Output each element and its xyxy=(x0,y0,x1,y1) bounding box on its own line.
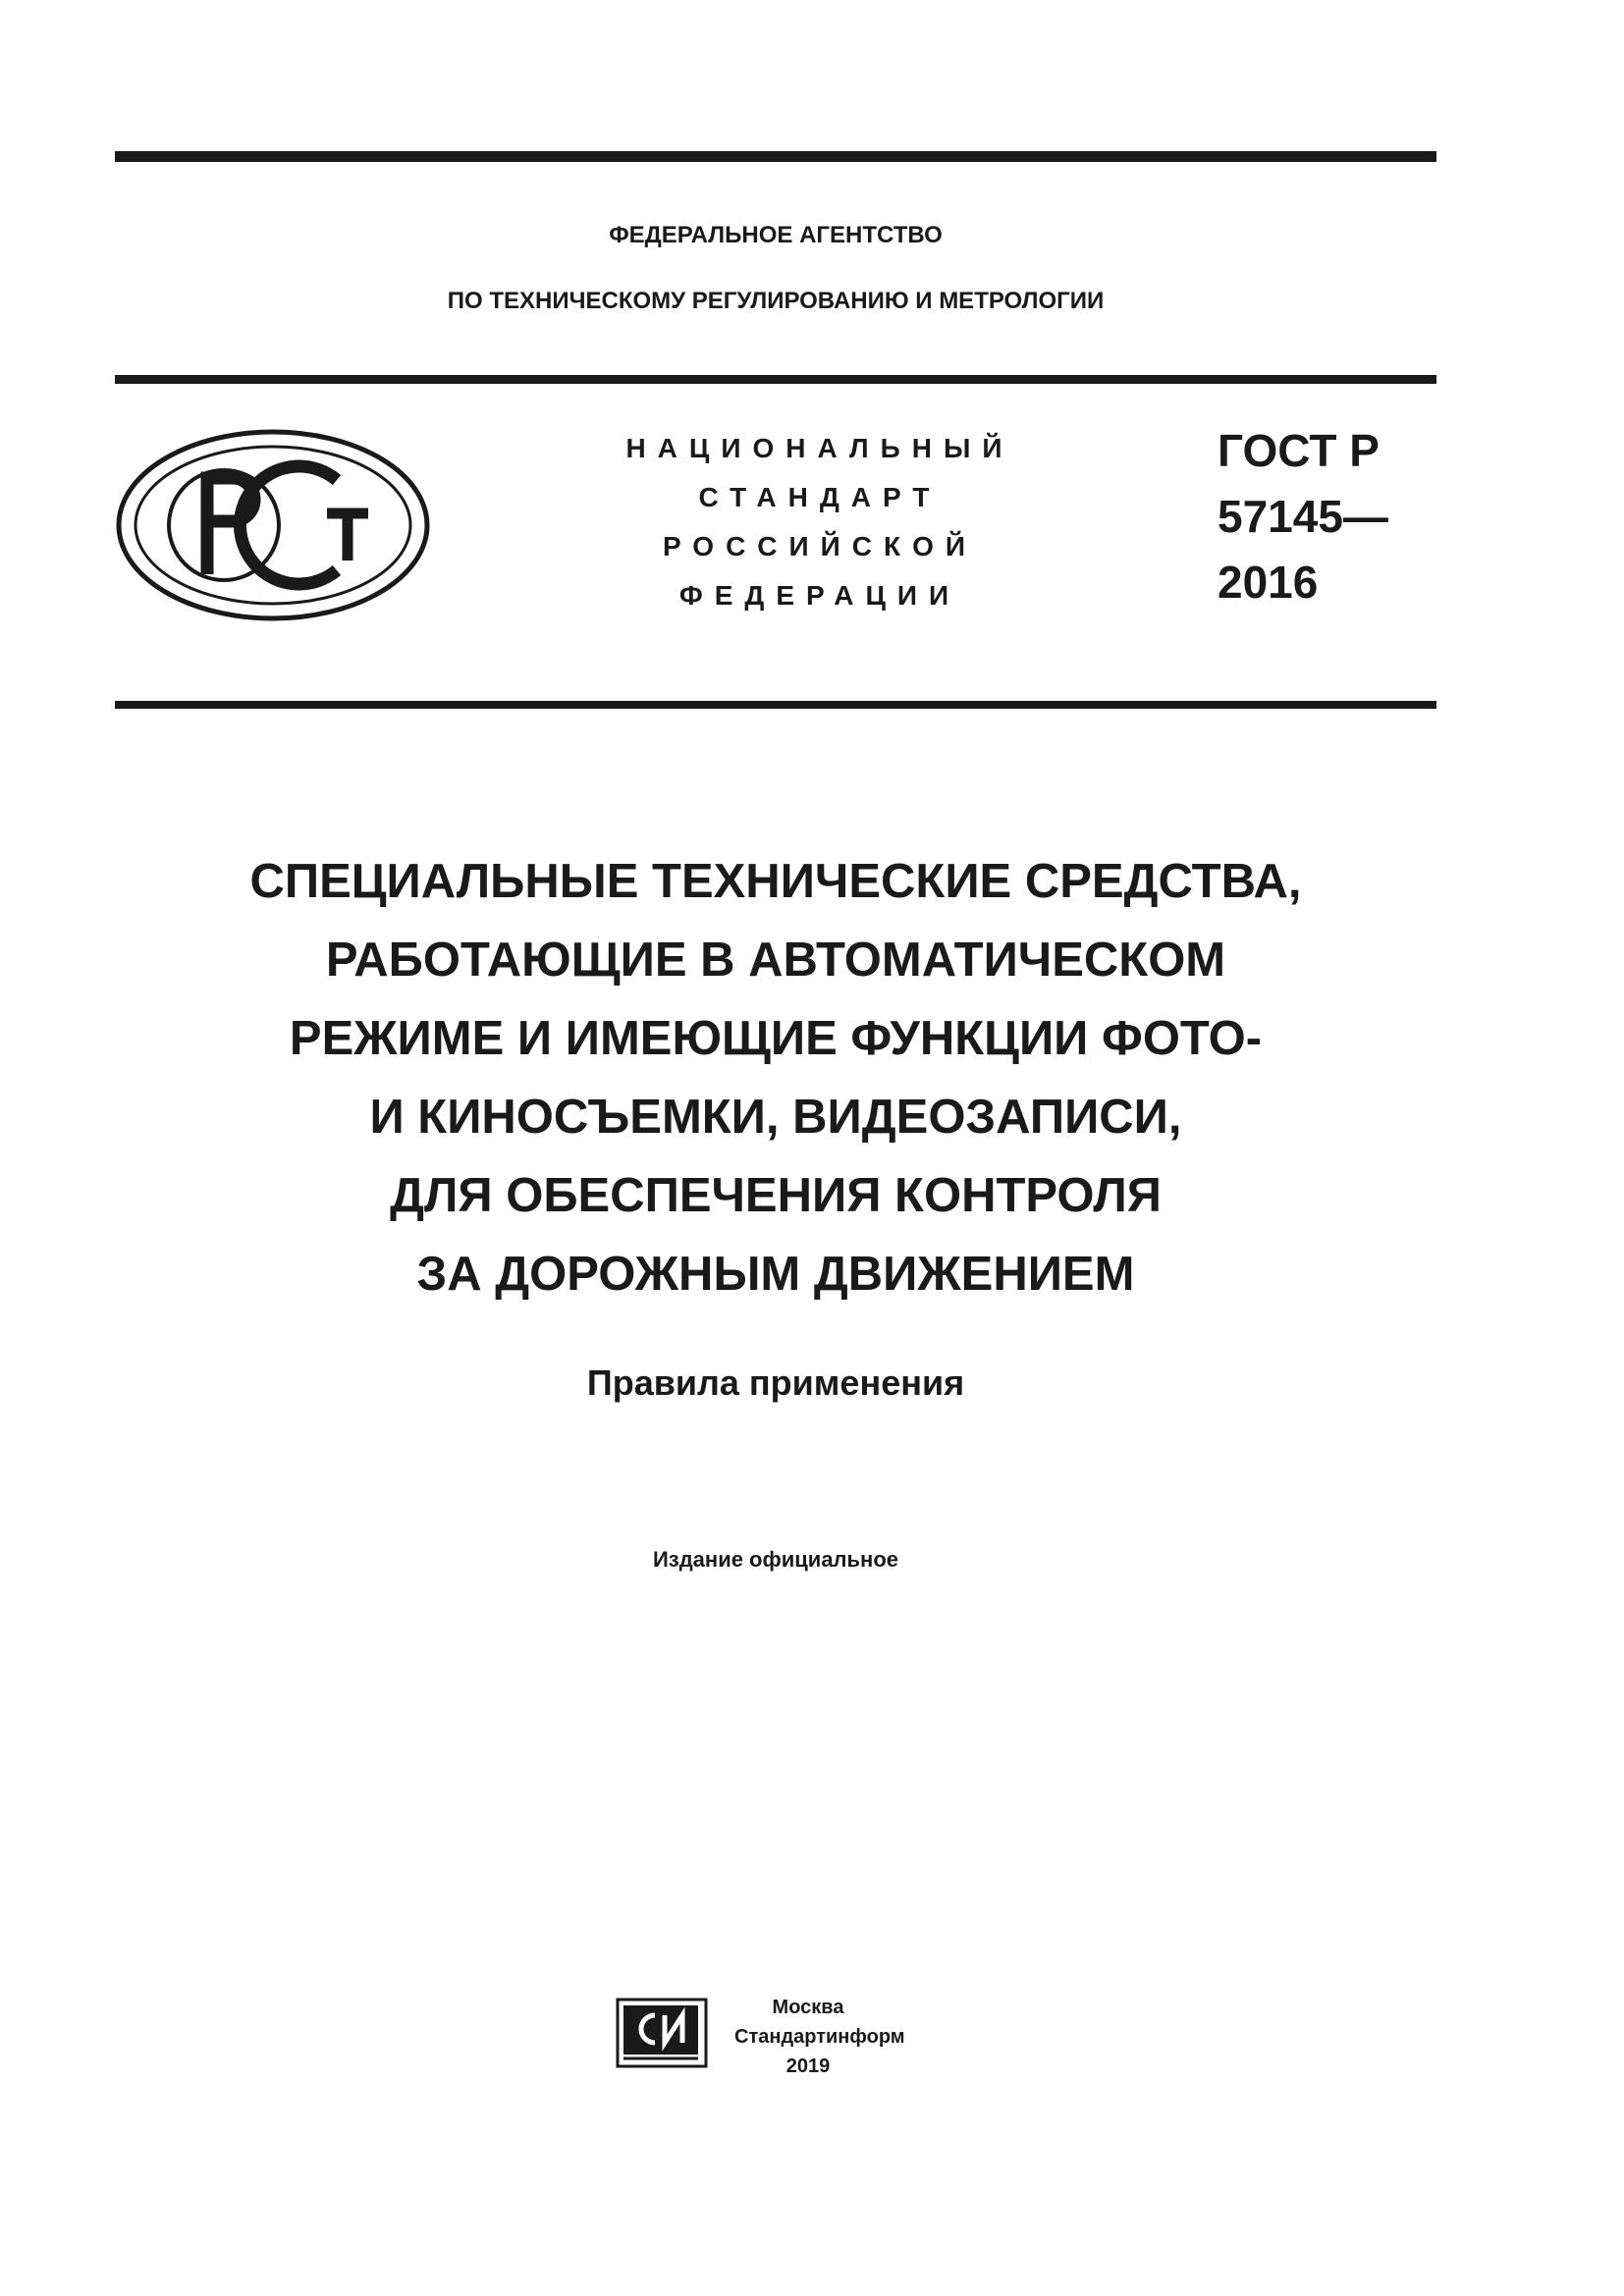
agency-name-line-2: ПО ТЕХНИЧЕСКОМУ РЕГУЛИРОВАНИЮ И МЕТРОЛОГИИ xyxy=(447,288,1105,314)
title-line: ЗА ДОРОЖНЫМ ДВИЖЕНИЕМ xyxy=(416,1248,1135,1301)
gost-line: ГОСТ Р xyxy=(1218,425,1380,476)
agency-name-line-1: ФЕДЕРАЛЬНОЕ АГЕНТСТВО xyxy=(609,222,943,248)
title-line: СПЕЦИАЛЬНЫЕ ТЕХНИЧЕСКИЕ СРЕДСТВА, xyxy=(249,855,1302,908)
top-rule xyxy=(115,151,1436,162)
title-line: ДЛЯ ОБЕСПЕЧЕНИЯ КОНТРОЛЯ xyxy=(390,1169,1162,1222)
document-title xyxy=(115,842,1436,1313)
publisher-name: Стандартинформ xyxy=(734,2026,905,2048)
national-standard-line: РОССИЙСКОЙ xyxy=(663,531,977,561)
national-standard-line: НАЦИОНАЛЬНЫЙ xyxy=(625,433,1014,463)
bottom-rule xyxy=(115,701,1436,709)
national-standard-label xyxy=(584,424,1056,620)
standartinform-logo-icon xyxy=(616,1998,708,2068)
national-standard-line: СТАНДАРТ xyxy=(698,482,942,512)
title-line: РЕЖИМЕ И ИМЕЮЩИЕ ФУНКЦИИ ФОТО- xyxy=(289,1012,1263,1065)
publication-year: 2019 xyxy=(785,2056,831,2077)
publisher-city: Москва xyxy=(772,1997,844,2018)
edition-note: Издание официальное xyxy=(652,1547,899,1572)
middle-rule xyxy=(115,375,1436,384)
gost-line: 57145— xyxy=(1218,491,1388,542)
gost-designation xyxy=(1218,418,1388,615)
national-standard-line: ФЕДЕРАЦИИ xyxy=(678,580,961,611)
title-line: И КИНОСЪЕМКИ, ВИДЕОЗАПИСИ, xyxy=(369,1091,1182,1144)
document-subtitle: Правила применения xyxy=(586,1362,965,1403)
title-line: РАБОТАЮЩИЕ В АВТОМАТИЧЕСКОМ xyxy=(325,934,1226,987)
rst-certification-mark-icon xyxy=(115,427,432,623)
gost-line: 2016 xyxy=(1218,557,1319,608)
publisher-info xyxy=(734,1993,905,2081)
